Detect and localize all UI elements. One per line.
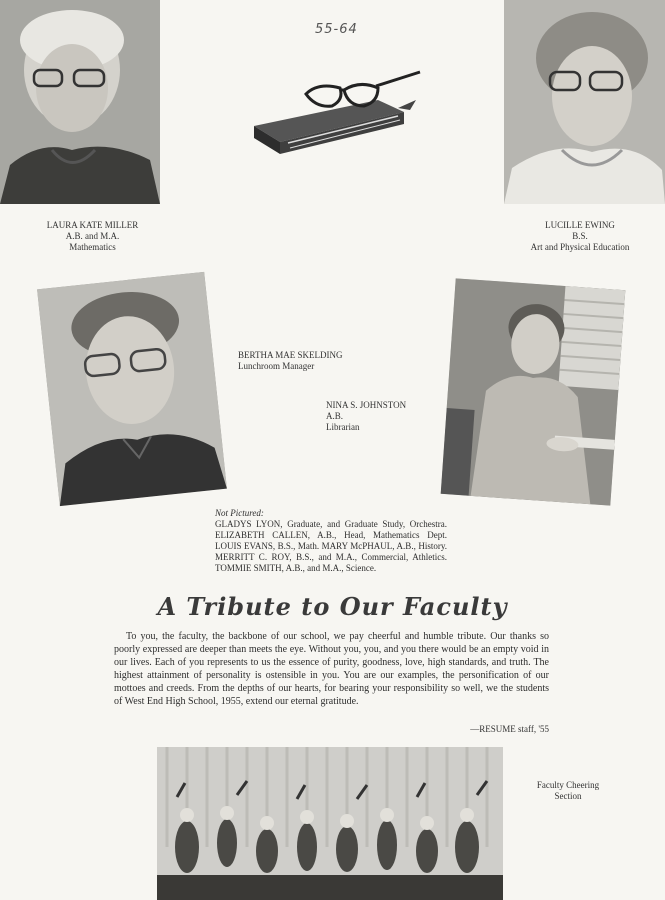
caption-name: BERTHA MAE SKELDING	[238, 350, 343, 360]
caption-faculty-cheering-section	[520, 780, 616, 802]
not-pictured-label: Not Pictured:	[215, 508, 264, 518]
caption-line-1: Faculty Cheering	[536, 780, 600, 790]
caption-name: LAURA KATE MILLER	[46, 220, 139, 230]
photo-faculty-cheering-section	[157, 747, 503, 900]
caption-degree: A.B. and M.A.	[65, 231, 120, 241]
photo-lucille-ewing	[504, 0, 665, 204]
not-pictured-block	[215, 508, 447, 574]
caption-role: Librarian	[326, 422, 360, 432]
caption-name: LUCILLE EWING	[545, 220, 615, 230]
caption-laura-kate-miller	[20, 220, 165, 253]
photo-laura-kate-miller	[0, 0, 160, 204]
tribute-title: A Tribute to Our Faculty	[157, 592, 508, 621]
not-pictured-text: GLADYS LYON, Graduate, and Graduate Study, Orchestra. ELIZABETH CALLEN, A.B., Head, Mathematics Dept. LOUIS EVANS, B.S., Math. MARY McPHAUL, A.B., History. MERRITT C. ROY, B.S., and M.A., Commercial, Athletics. TOMMIE SMITH, A.B., and M.A., Science.	[215, 519, 447, 573]
group-photo-graphic	[157, 747, 503, 900]
caption-line-2: Section	[554, 791, 582, 801]
caption-name: NINA S. JOHNSTON	[326, 400, 407, 410]
photo-bertha-mae-skelding	[37, 272, 227, 506]
caption-role: Lunchroom Manager	[238, 361, 315, 371]
portrait-graphic	[37, 272, 227, 506]
caption-subject: Art and Physical Education	[530, 242, 630, 252]
caption-nina-s-johnston	[326, 400, 456, 433]
caption-bertha-mae-skelding	[238, 350, 398, 372]
tribute-paragraph: To you, the faculty, the backbone of our school, we pay cheerful and humble tribute. Our thanks so poorly expressed are deeper than meets the eye. Without you, you, and you there would be an empty void in our lives. Each of you represents to us the essence of purity, goodness, love, high standards, and truth. The highest attainment of personality is ostensible in you. You are our examples, the personification of our mottoes and creeds. From the depths of our hearts, for bearing your responsibility so well, we the students of West End High School, 1955, extend our eternal gratitude.	[114, 631, 549, 707]
photo-nina-s-johnston	[441, 278, 626, 505]
caption-degree: B.S.	[572, 231, 588, 241]
tribute-paragraph-block	[114, 630, 549, 708]
portrait-graphic	[504, 0, 665, 204]
portrait-graphic	[441, 278, 626, 505]
portrait-graphic	[0, 0, 160, 204]
caption-lucille-ewing	[510, 220, 650, 253]
caption-degree: A.B.	[326, 411, 344, 421]
book-glasses-illustration	[248, 64, 424, 160]
page-number: 55-64	[315, 22, 358, 37]
tribute-signature: —RESUME staff, '55	[470, 724, 549, 734]
caption-subject: Mathematics	[69, 242, 116, 252]
